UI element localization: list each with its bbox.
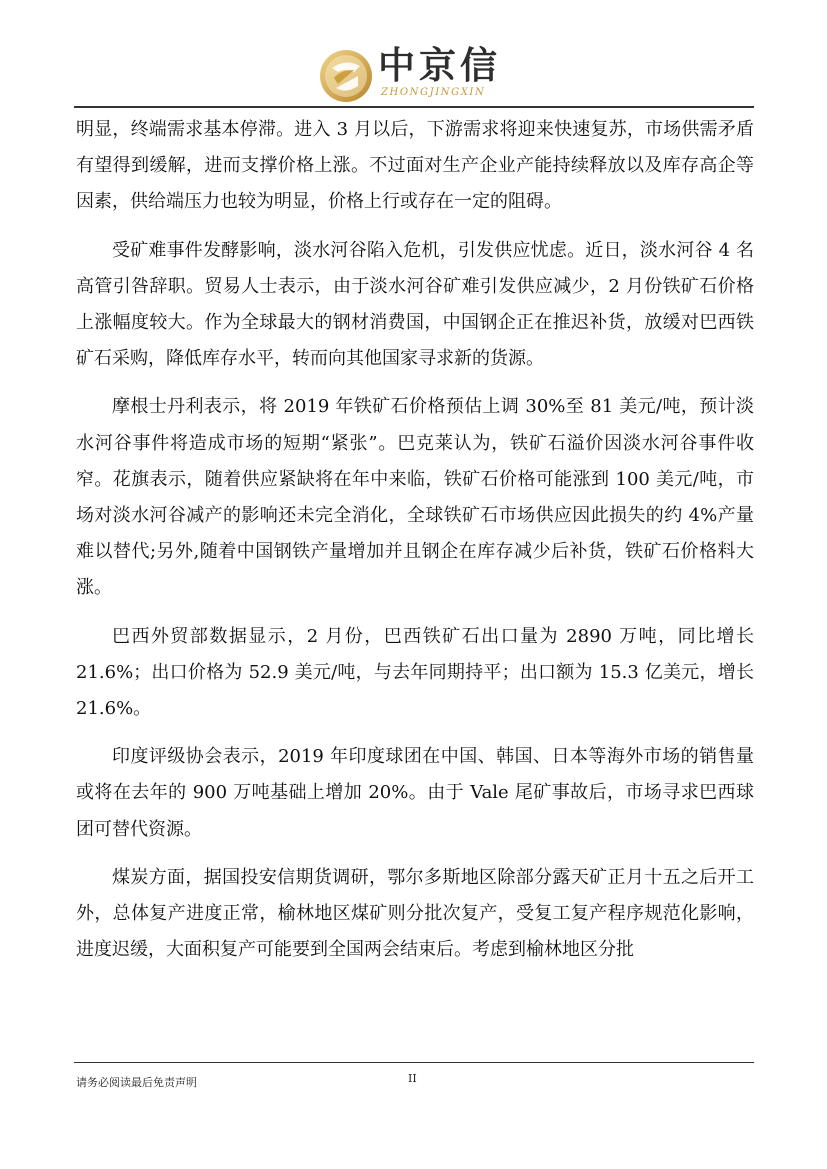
footer-divider	[74, 1062, 754, 1063]
paragraph: 印度评级协会表示，2019 年印度球团在中国、韩国、日本等海外市场的销售量或将在去年的 900 万吨基础上增加 20%。由于 Vale 尾矿事故后，市场寻求巴西球团可替代资源。	[76, 746, 754, 840]
paragraph: 煤炭方面，据国投安信期货调研，鄂尔多斯地区除部分露天矿正月十五之后开工外，总体复产进度正常，榆林地区煤矿则分批次复产，受复工复产程序规范化影响，进度迟缓，大面积复产可能要到全国两会结束后。考虑到榆林地区分批	[76, 866, 754, 961]
page-number: II	[408, 1072, 417, 1085]
header-divider	[74, 106, 754, 108]
paragraph: 明显，终端需求基本停滞。进入 3 月以后，下游需求将迎来快速复苏，市场供需矛盾有望得到缓解，进而支撑价格上涨。不过面对生产企业产能持续释放以及库存高企等因素，供给端压力也较为明显，价格上行或存在一定的阻碍。	[76, 119, 754, 213]
zhongjingxin-logo-icon	[318, 48, 374, 104]
company-logo-text: 中京信	[378, 44, 501, 87]
page-header	[0, 0, 827, 110]
paragraph: 受矿难事件发酵影响，淡水河谷陷入危机，引发供应忧虑。近日，淡水河谷 4 名高管引咎辞职。贸易人士表示，由于淡水河谷矿难引发供应减少，2 月份铁矿石价格上涨幅度较大。作为全球最大的钢材消费国，中国钢企正在推迟补货，放缓对巴西铁矿石采购，降低库存水平，转而向其他国家寻求新的货源。	[76, 239, 754, 370]
report-body	[76, 112, 754, 980]
paragraph: 摩根士丹利表示，将 2019 年铁矿石价格预估上调 30%至 81 美元/吨，预计淡水河谷事件将造成市场的短期“紧张”。巴克莱认为，铁矿石溢价因淡水河谷事件收窄。花旗表示，随着供应紧缺将在年中来临，铁矿石价格可能涨到 100 美元/吨，市场对淡水河谷减产的影响还未完全消化，全球铁矿石市场供应因此损失的约 4%产量难以替代;另外,随着中国钢铁产量增加并且钢企在库存减少后补货，铁矿石价格料大涨。	[76, 396, 754, 599]
disclaimer-note: 请务必阅读最后免责声明	[76, 1076, 197, 1089]
paragraph: 巴西外贸部数据显示，2 月份，巴西铁矿石出口量为 2890 万吨，同比增长 21.6%；出口价格为 52.9 美元/吨，与去年同期持平；出口额为 15.3 亿美元，增长 21.6%。	[76, 625, 754, 720]
company-logo-subtext: ZHONGJINGXIN	[381, 87, 486, 98]
